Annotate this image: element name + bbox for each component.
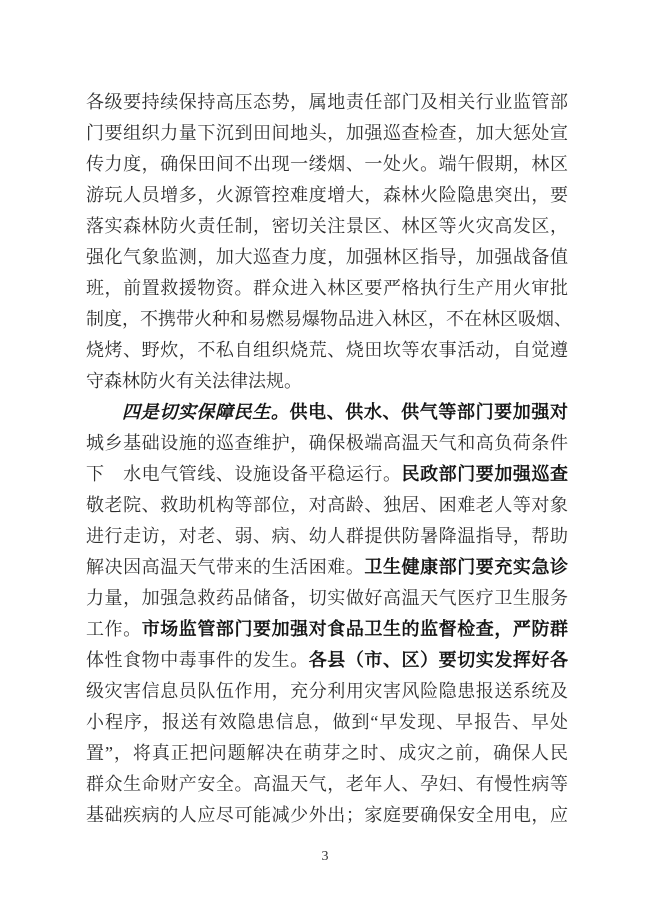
body-text: 敬老院、救助机构等部位，对高龄、独居、困难老人等对象 <box>86 495 568 515</box>
body-text: 工作。 <box>86 619 142 639</box>
text-line <box>86 707 568 738</box>
body-text: 级灾害信息员队伍作用，充分利用灾害风险隐患报送系统及 <box>86 681 568 701</box>
body-text: 门要组织力量下沉到田间地头，加强巡查检查，加大惩处宣 <box>86 123 568 143</box>
text-line <box>86 366 568 397</box>
emphasis-text: 市场监管部门要加强对食品卫生的监督检查，严防群 <box>141 619 569 639</box>
emphasis-text: 各县（市、区）要切实发挥好各 <box>308 650 568 670</box>
body-text: 置”，将真正把问题解决在萌芽之时、成灾之前，确保人民 <box>86 743 568 763</box>
text-line <box>86 676 568 707</box>
body-text: 小程序，报送有效隐患信息，做到“早发现、早报告、早处 <box>86 712 568 732</box>
body-text: 体性食物中毒事件的发生。 <box>86 650 309 670</box>
body-text: 烧烤、野炊，不私自组织烧荒、烧田坎等农事活动，自觉遵 <box>86 340 568 360</box>
text-line <box>86 459 568 490</box>
body-text: 群众生命财产安全。高温天气，老年人、孕妇、有慢性病等 <box>86 774 568 794</box>
body-text: 力量，加强急救药品储备，切实做好高温天气医疗卫生服务 <box>86 588 568 608</box>
body-text: 传力度，确保田间不出现一缕烟、一处火。端午假期，林区 <box>86 154 568 174</box>
text-line <box>86 273 568 304</box>
text-line <box>86 614 568 645</box>
body-text: 游玩人员增多，火源管控难度增大，森林火险隐患突出，要 <box>86 185 568 205</box>
text-line <box>86 738 568 769</box>
emphasis-text: 供电、供水、供气等部门要加强对 <box>289 402 569 422</box>
text-line <box>86 304 572 335</box>
text-line <box>86 490 568 521</box>
text-line <box>86 397 568 428</box>
body-text: 班，前置救援物资。群众进入林区要严格执行生产用火审批 <box>86 278 568 298</box>
text-line <box>86 583 568 614</box>
emphasis-text: 卫生健康部门要充实急诊 <box>364 557 569 577</box>
emphasis-text: 四是切实保障民生。 <box>122 402 290 422</box>
text-line <box>86 428 568 459</box>
body-text: 强化气象监测，加大巡查力度，加强林区指导，加强战备值 <box>86 247 568 267</box>
text-line <box>86 149 568 180</box>
text-line <box>86 118 568 149</box>
text-line <box>86 800 568 831</box>
text-line <box>86 552 568 583</box>
text-line <box>86 645 568 676</box>
text-line <box>86 521 568 552</box>
body-text: 落实森林防火责任制，密切关注景区、林区等火灾高发区， <box>86 216 568 236</box>
emphasis-text: 民政部门要加强巡查 <box>401 464 569 484</box>
text-line <box>86 335 568 366</box>
body-text: 基础疾病的人应尽可能减少外出；家庭要确保安全用电，应 <box>86 805 568 825</box>
body-text: 进行走访，对老、弱、病、幼人群提供防暑降温指导，帮助 <box>86 526 568 546</box>
body-text: 守森林防火有关法律法规。 <box>86 371 302 391</box>
text-line <box>86 211 568 242</box>
page-number: 3 <box>321 849 329 864</box>
body-text: 下 水电气管线、设施设备平稳运行。 <box>86 464 402 484</box>
body-text: 解决因高温天气带来的生活困难。 <box>86 557 365 577</box>
text-line <box>86 242 568 273</box>
body-text: 城乡基础设施的巡查维护，确保极端高温天气和高负荷条件 <box>86 433 568 453</box>
body-text: 制度，不携带火种和易燃易爆物品进入林区，不在林区吸烟、 <box>86 309 572 329</box>
text-line <box>86 769 568 800</box>
document-body <box>86 87 572 831</box>
text-line <box>86 180 568 211</box>
text-line <box>86 87 568 118</box>
body-text: 各级要持续保持高压态势，属地责任部门及相关行业监管部 <box>86 92 568 112</box>
